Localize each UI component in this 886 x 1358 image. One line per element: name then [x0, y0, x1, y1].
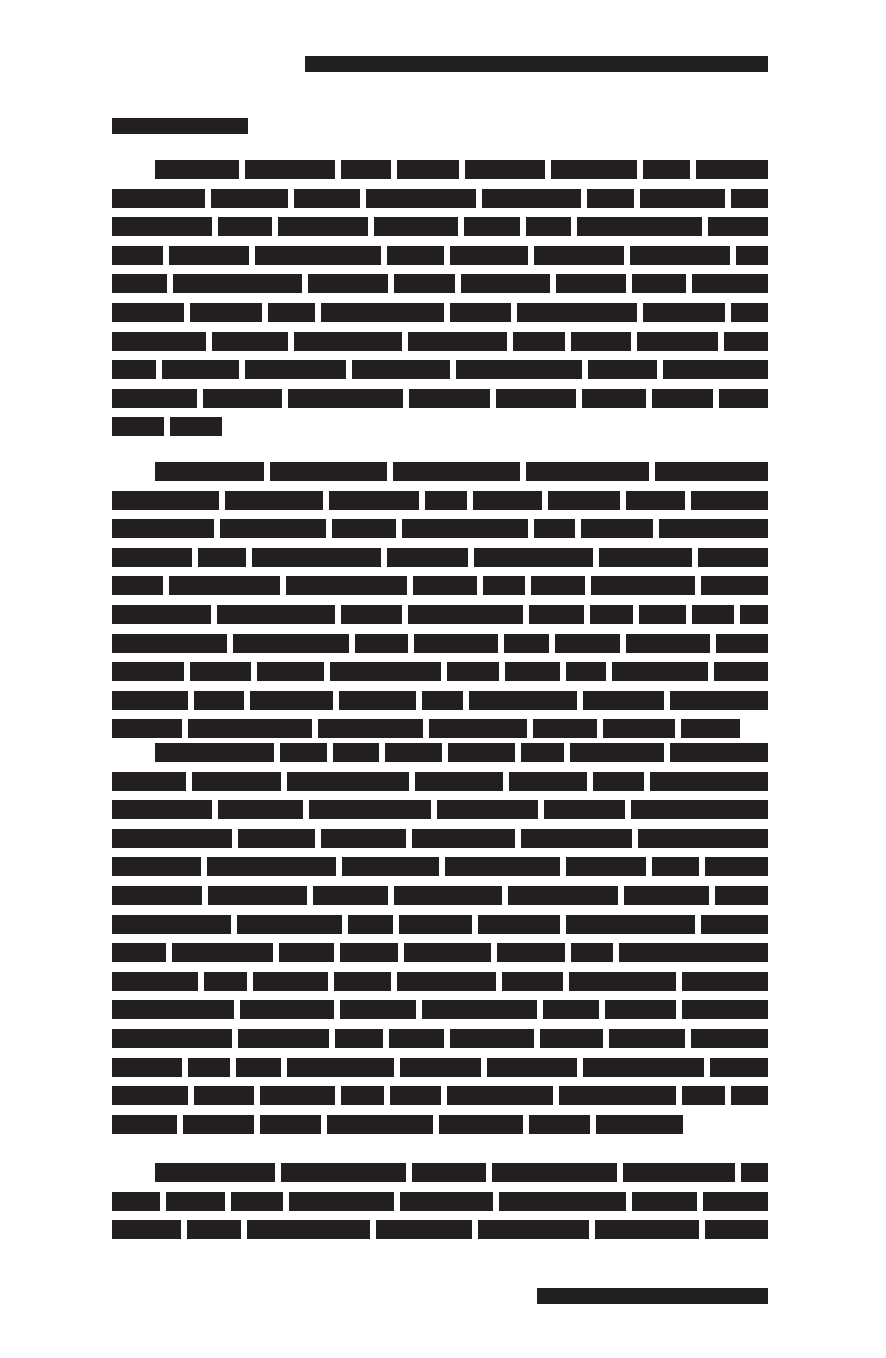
text-line [112, 857, 768, 876]
text-line [112, 943, 768, 962]
text-line [112, 217, 768, 236]
section-heading [112, 118, 248, 134]
text-line [112, 829, 768, 848]
text-line [155, 462, 768, 481]
text-line [112, 491, 768, 510]
text-line [112, 1220, 768, 1239]
text-line [112, 972, 768, 991]
text-line [112, 189, 768, 208]
text-line [112, 332, 768, 351]
text-line [112, 800, 768, 819]
text-line [112, 915, 768, 934]
text-line [155, 743, 768, 762]
text-line [112, 519, 768, 538]
text-line [112, 886, 768, 905]
text-line [112, 303, 768, 322]
text-line [155, 1163, 768, 1182]
text-line [112, 1029, 768, 1048]
text-line [155, 160, 768, 179]
text-line [112, 417, 222, 436]
running-header [305, 56, 768, 72]
footer [537, 1288, 768, 1304]
text-line [112, 605, 768, 624]
text-line [112, 1058, 768, 1077]
text-line [112, 1086, 768, 1105]
text-line [112, 576, 768, 595]
text-line [112, 1000, 768, 1019]
text-line [112, 634, 768, 653]
text-line [112, 1192, 768, 1211]
text-line [112, 360, 768, 379]
text-line [112, 662, 768, 681]
text-line [112, 772, 768, 791]
text-line [112, 274, 768, 293]
text-line [112, 719, 740, 738]
text-line [112, 1115, 683, 1134]
text-line [112, 246, 768, 265]
text-line [112, 548, 768, 567]
text-line [112, 389, 768, 408]
text-line [112, 691, 768, 710]
